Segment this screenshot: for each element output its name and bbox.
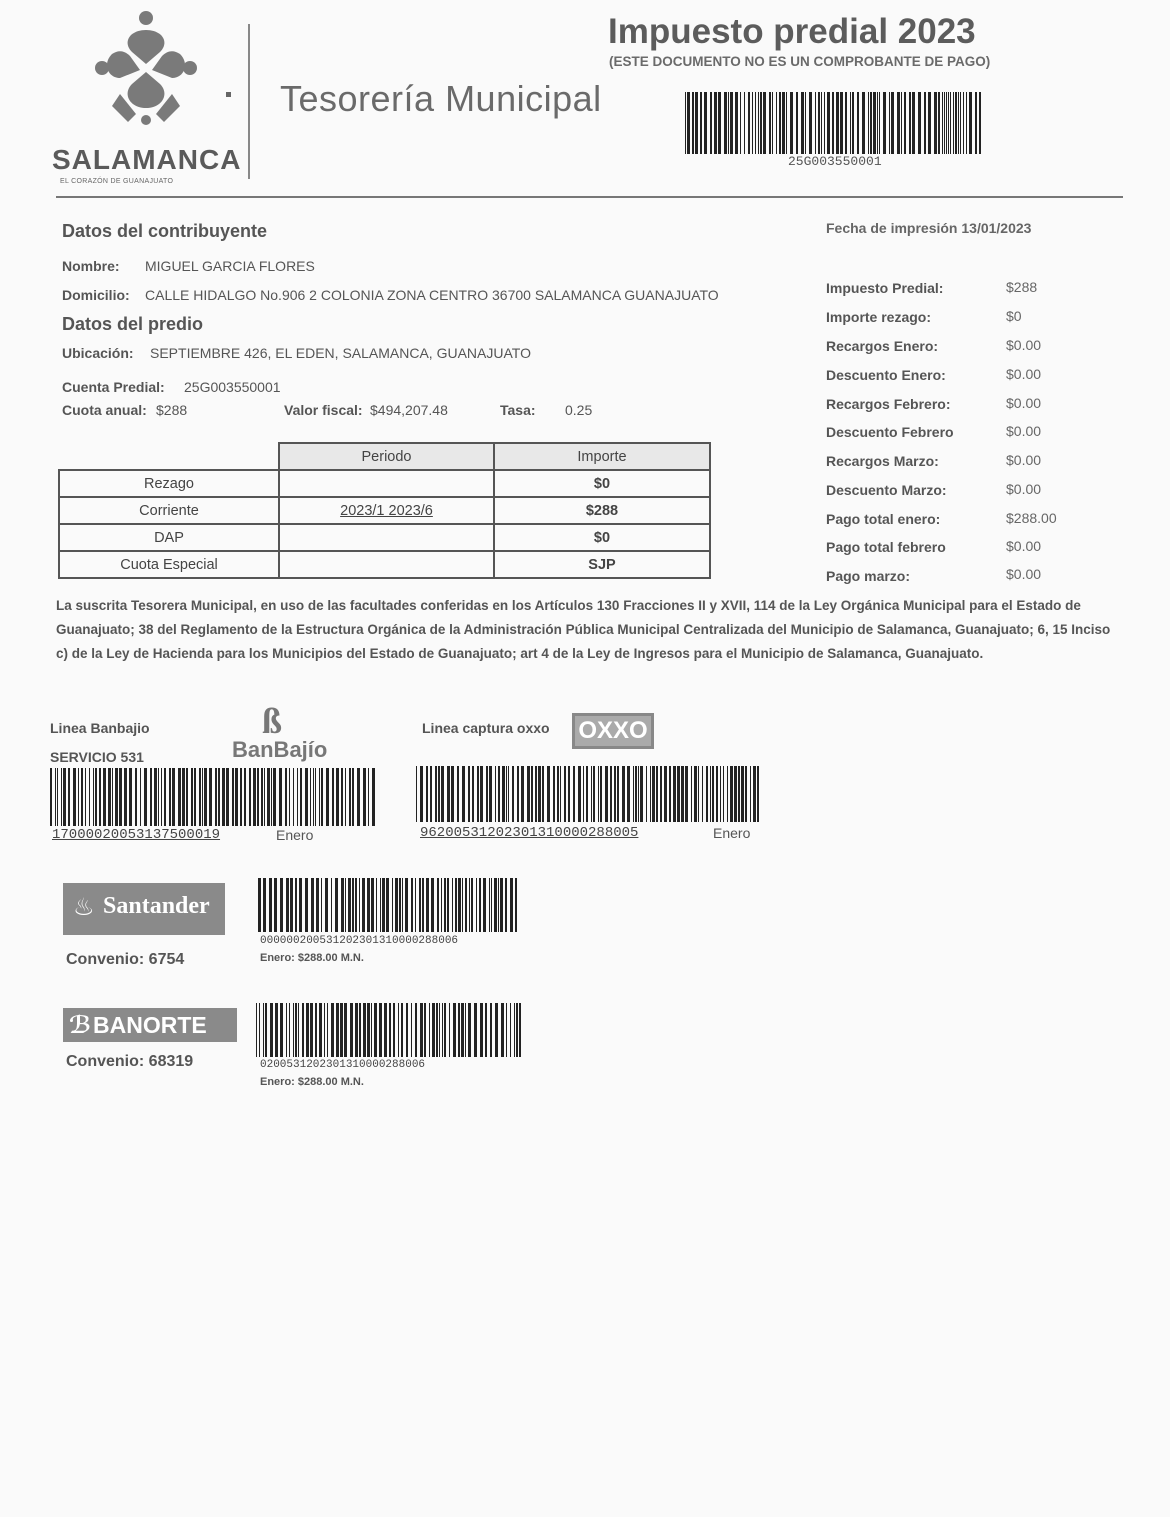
- banorte-logo: [63, 1008, 237, 1042]
- banbajio-reference: 17000020053137500019: [52, 827, 221, 843]
- summary-label: Recargos Marzo:: [826, 453, 939, 469]
- rate-label: Tasa:: [500, 402, 536, 418]
- taxpayer-section-title: Datos del contribuyente: [62, 221, 268, 241]
- oxxo-month: Enero: [713, 825, 751, 841]
- barcode-icon: [256, 1003, 522, 1057]
- banorte-mark-icon: ℬ: [69, 1012, 92, 1039]
- barcode-icon: [685, 92, 983, 154]
- property-location: SEPTIEMBRE 426, EL EDEN, SALAMANCA, GUANAJUATO: [150, 345, 531, 361]
- table-header-row: [59, 443, 710, 470]
- santander-flame-icon: ♨: [73, 894, 95, 921]
- disclaimer: (ESTE DOCUMENTO NO ES UN COMPROBANTE DE PAGO): [609, 54, 991, 69]
- rate-value: 0.25: [565, 402, 593, 418]
- legal-notice: La suscrita Tesorera Municipal, en uso de las facultades conferidas en los Artículos 130 Fracciones II y XVII, 114 de la Ley Orgánica Municipal para el Estado de Guanajuato; 38 del Reglamento de la Estructura Orgánica de la Administración Pública Municipal Centralizada del Municipio de Salamanca, Guanajuato; 6, 15 Inciso c) de la Ley de Hacienda para los Municipios del Estado de Guanajuato; art 4 de la Ley de Ingresos para el Municipio de Salamanca, Guanajuato.: [56, 598, 1111, 661]
- annual-quota-label: Cuota anual:: [62, 402, 147, 418]
- table-row: [59, 551, 710, 578]
- oxxo-logo-icon: OXXO: [572, 713, 654, 749]
- property-section-title: Datos del predio: [62, 314, 204, 334]
- name-label: Nombre:: [62, 258, 120, 274]
- santander-convenio: Convenio: 6754: [66, 951, 185, 968]
- summary-label: Recargos Enero:: [826, 338, 939, 354]
- banbajio-logo-icon: ß: [262, 701, 283, 741]
- row-period: [279, 524, 494, 551]
- row-concept: Cuota Especial: [59, 551, 279, 578]
- location-label: Ubicación:: [62, 345, 134, 361]
- table-row: [59, 497, 710, 524]
- santander-logo-text: Santander: [103, 893, 210, 919]
- summary-label: Recargos Febrero:: [826, 396, 951, 412]
- separator-dot: [226, 92, 231, 97]
- banorte-convenio: Convenio: 68319: [66, 1053, 194, 1070]
- banbajio-label: Linea Banbajio: [50, 720, 150, 736]
- taxpayer-address: CALLE HIDALGO No.906 2 COLONIA ZONA CENTRO 36700 SALAMANCA GUANAJUATO: [145, 287, 719, 303]
- banbajio-barcode: [50, 768, 378, 831]
- row-period: 2023/1 2023/6: [279, 497, 494, 524]
- row-concept: Corriente: [59, 497, 279, 524]
- summary-label: Pago total enero:: [826, 511, 941, 527]
- salamanca-logo: [52, 8, 242, 185]
- summary-value: $0.00: [1006, 566, 1042, 582]
- fiscal-value-label: Valor fiscal:: [284, 402, 363, 418]
- row-period: [279, 551, 494, 578]
- row-amount: $288: [494, 497, 710, 524]
- row-concept: Rezago: [59, 470, 279, 497]
- santander-reference: 00000020053120230131000028800​6: [260, 935, 459, 947]
- document-title: Impuesto predial 2023: [608, 12, 976, 51]
- banorte-barcode: [256, 1003, 522, 1062]
- summary-value: $0.00: [1006, 423, 1042, 439]
- summary-value: $288.00: [1006, 510, 1057, 526]
- city-tagline: EL CORAZÓN DE GUANAJUATO: [60, 178, 174, 185]
- santander-logo: [63, 883, 225, 935]
- city-name: SALAMANCA: [52, 144, 242, 175]
- banbajio-month: Enero: [276, 827, 314, 843]
- summary-value: $0.00: [1006, 337, 1042, 353]
- summary-label: Descuento Enero:: [826, 367, 946, 383]
- fiscal-value: $494,207.48: [370, 402, 448, 418]
- row-concept: DAP: [59, 524, 279, 551]
- banorte-logo-text: BANORTE: [93, 1012, 207, 1038]
- summary-label: Pago total febrero: [826, 539, 946, 555]
- summary-value: $288: [1006, 279, 1038, 295]
- summary-label: Descuento Febrero: [826, 424, 954, 440]
- row-amount: $0: [494, 470, 710, 497]
- summary-value: $0.00: [1006, 481, 1042, 497]
- header-divider: [248, 24, 250, 179]
- banorte-reference: 020053120230131000028800​6: [260, 1059, 426, 1071]
- account-barcode-number: 25G003550001: [788, 154, 882, 169]
- charges-table: [58, 442, 711, 579]
- summary-value: $0.00: [1006, 366, 1042, 382]
- summary-label: Impuesto Predial:: [826, 280, 944, 296]
- banorte-amount: Enero: $288.00 M.N.: [260, 1076, 364, 1088]
- oxxo-barcode: [416, 766, 760, 827]
- summary-value: $0.00: [1006, 395, 1042, 411]
- print-date: Fecha de impresión 13/01/2023: [826, 220, 1032, 236]
- table-row: [59, 524, 710, 551]
- summary-value: $0: [1006, 308, 1022, 324]
- salamanca-emblem-icon: [90, 8, 202, 128]
- summary-label: Descuento Marzo:: [826, 482, 947, 498]
- header-importe: Importe: [494, 443, 710, 470]
- santander-amount: Enero: $288.00 M.N.: [260, 952, 364, 964]
- table-row: [59, 470, 710, 497]
- summary-value: $0.00: [1006, 452, 1042, 468]
- row-amount: $0: [494, 524, 710, 551]
- banbajio-service: SERVICIO 531: [50, 749, 144, 765]
- taxpayer-name: MIGUEL GARCIA FLORES: [145, 258, 315, 274]
- account-number: 25G003550001: [184, 379, 281, 395]
- annual-quota: $288: [156, 402, 188, 418]
- oxxo-reference: 96200531202301310000288005: [420, 825, 639, 841]
- account-barcode: [685, 92, 983, 159]
- row-period: [279, 470, 494, 497]
- banbajio-logo-text: BanBajío: [232, 737, 328, 762]
- barcode-icon: [416, 766, 760, 822]
- address-label: Domicilio:: [62, 287, 130, 303]
- summary-label: Pago marzo:: [826, 568, 911, 584]
- oxxo-label: Linea captura oxxo: [422, 720, 550, 736]
- department-name: Tesorería Municipal: [280, 78, 602, 119]
- account-label: Cuenta Predial:: [62, 379, 165, 395]
- summary-value: $0.00: [1006, 538, 1042, 554]
- barcode-icon: [50, 768, 378, 826]
- header-periodo: Periodo: [279, 443, 494, 470]
- table-corner: [59, 443, 279, 470]
- santander-barcode: [258, 878, 522, 937]
- header-rule: [56, 196, 1123, 198]
- summary-label: Importe rezago:: [826, 309, 932, 325]
- row-amount: SJP: [494, 551, 710, 578]
- barcode-icon: [258, 878, 522, 932]
